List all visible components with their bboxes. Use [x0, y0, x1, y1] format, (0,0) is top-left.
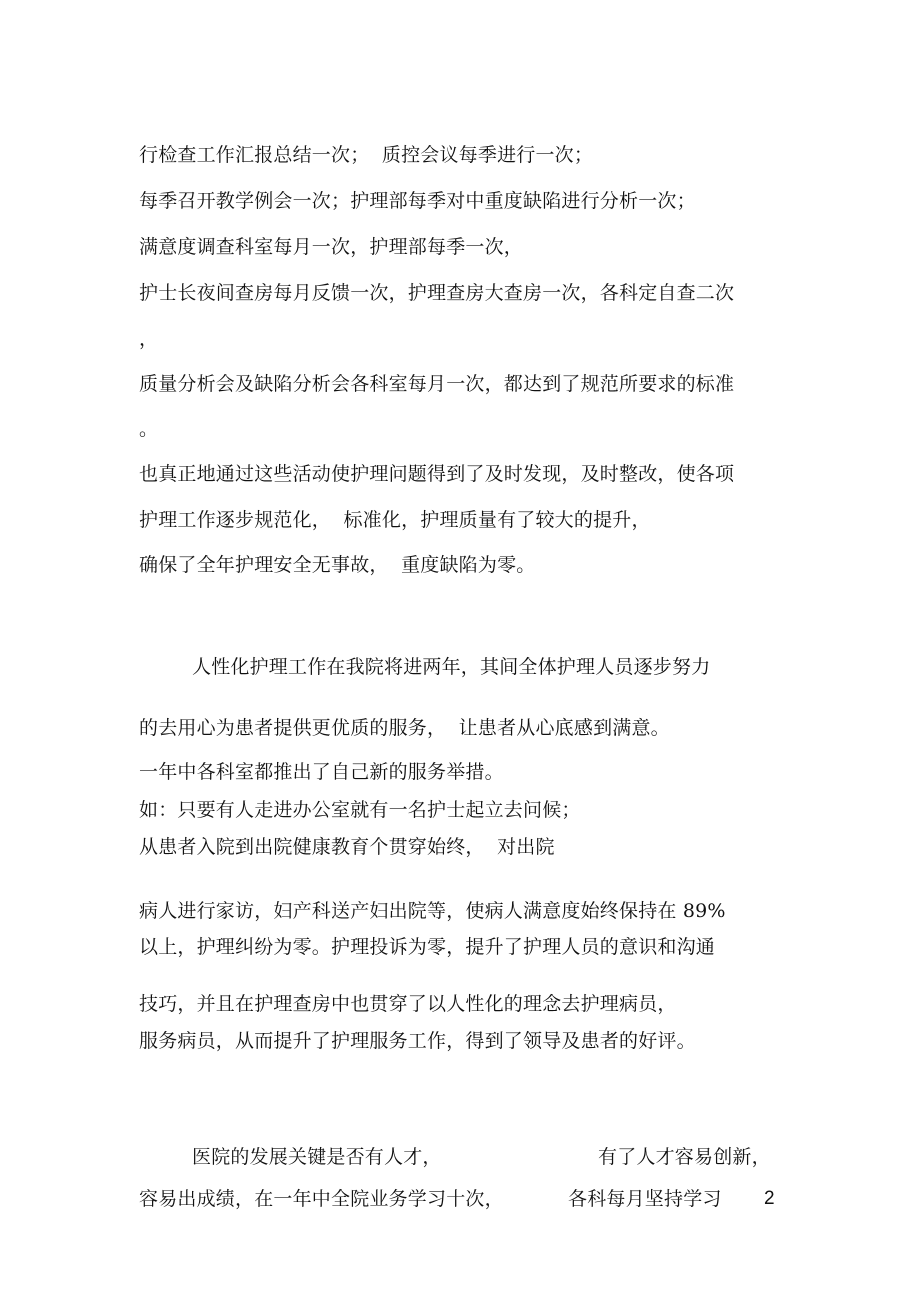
text-line: 一年中各科室都推出了自己新的服务举措。	[139, 761, 504, 783]
text-line: 确保了全年护理安全无事故， 重度缺陷为零。	[139, 554, 536, 576]
text-line: 行检查工作汇报总结一次； 质控会议每季进行一次；	[139, 144, 594, 166]
text-line: ，	[139, 328, 159, 350]
text-line: 。	[139, 418, 159, 440]
text-line: 的去用心为患者提供更优质的服务， 让患者从心底感到满意。	[139, 717, 670, 739]
text-line: 容易出成绩，在一年中全院业务学习十次，	[139, 1188, 504, 1210]
text-line: 也真正地通过这些活动使护理问题得到了及时发现，及时整改，使各项	[139, 463, 735, 485]
text-line: 病人进行家访，妇产科送产妇出院等，使病人满意度始终保持在 89%	[139, 900, 726, 922]
text-line: 护理工作逐步规范化， 标准化，护理质量有了较大的提升，	[139, 509, 651, 531]
text-line: 从患者入院到出院健康教育个贯穿始终， 对出院	[139, 836, 555, 858]
text-line: 以上，护理纠纷为零。护理投诉为零，提升了护理人员的意识和沟通	[139, 936, 716, 958]
text-line: 技巧，并且在护理查房中也贯穿了以人性化的理念去护理病员，	[139, 993, 677, 1015]
paragraph-first-line: 人性化护理工作在我院将进两年，其间全体护理人员逐步努力	[192, 656, 711, 678]
text-line: 护士长夜间查房每月反馈一次，护理查房大查房一次，各科定自查二次	[139, 282, 735, 304]
text-fragment: 各科每月坚持学习	[568, 1188, 722, 1210]
text-line: 如：只要有人走进办公室就有一名护士起立去问候；	[139, 799, 581, 821]
text-fragment: 有了人才容易创新，	[598, 1146, 771, 1168]
page-number: 2	[764, 1188, 775, 1209]
text-line: 每季召开教学例会一次；护理部每季对中重度缺陷进行分析一次；	[139, 190, 696, 212]
text-line: 质量分析会及缺陷分析会各科室每月一次，都达到了规范所要求的标准	[139, 373, 735, 395]
text-line: 满意度调查科室每月一次，护理部每季一次，	[139, 236, 524, 258]
paragraph-first-line: 医院的发展关键是否有人才，	[192, 1146, 442, 1168]
text-line: 服务病员，从而提升了护理服务工作，得到了领导及患者的好评。	[139, 1030, 696, 1052]
